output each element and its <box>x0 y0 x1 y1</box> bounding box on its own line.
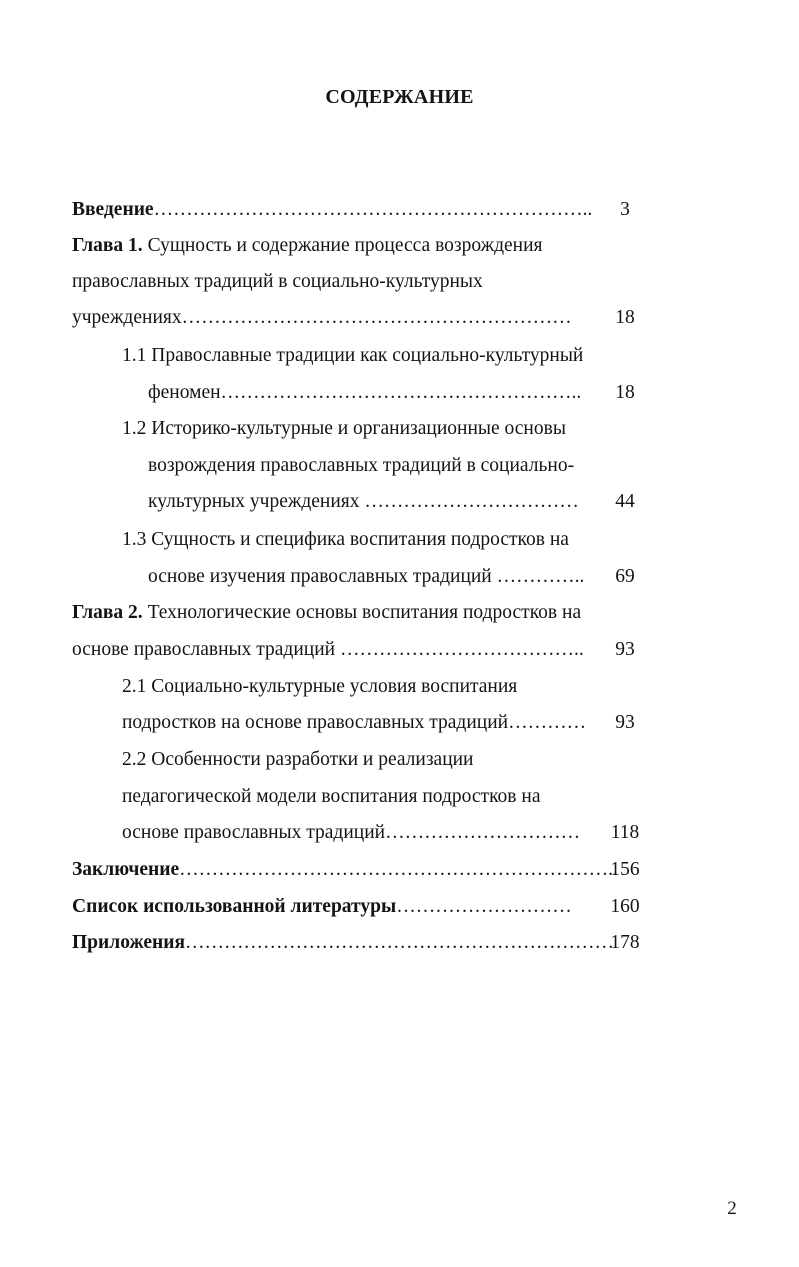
toc-page-chapter2: 93 <box>615 639 635 660</box>
chapter-prefix: Глава 1. <box>72 235 143 256</box>
toc-entry-chapter1-line3: учреждениях…………………………………………………… <box>72 307 572 328</box>
toc-entry-label: Введение <box>72 199 154 220</box>
toc-page-2-1: 93 <box>615 712 635 733</box>
toc-page-1-2: 44 <box>615 491 635 512</box>
toc-entry-chapter2-line2: основе православных традиций ……………………………….. <box>72 639 584 660</box>
toc-entry-2-2-line1: 2.2 Особенности разработки и реализации <box>122 749 474 770</box>
page-title: СОДЕРЖАНИЕ <box>325 86 474 108</box>
toc-entry-chapter1-line1 <box>72 228 543 264</box>
leader-dots: ………………………………………………………… <box>185 932 615 953</box>
toc-entry-intro <box>72 192 592 228</box>
toc-entry-1-2-line1: 1.2 Историко-культурные и организационные основы <box>122 418 566 439</box>
toc-entry-1-3-line1: 1.3 Сущность и специфика воспитания подростков на <box>122 529 569 550</box>
leader-dots: ………………………………………………………….. <box>153 199 593 220</box>
toc-entry-label: Заключение <box>72 859 180 880</box>
table-of-contents <box>0 192 799 972</box>
toc-entry-1-2-line2: возрождения православных традиций в социально- <box>148 455 575 476</box>
toc-entry-label: Приложения <box>72 932 186 953</box>
chapter-title: Технологические основы воспитания подростков на <box>142 602 582 623</box>
toc-entry-2-2-line3: основе православных традиций………………………… <box>122 822 581 843</box>
toc-entry-chapter2-line1 <box>72 595 581 631</box>
toc-page-intro: 3 <box>620 199 630 220</box>
toc-entry-2-1-line2: подростков на основе православных традиций………… <box>122 712 587 733</box>
toc-entry-1-1-line2: феномен……………………………………………….. <box>148 382 582 403</box>
toc-entry-1-2-line3: культурных учреждениях …………………………… <box>148 491 579 512</box>
chapter-prefix: Глава 2. <box>72 602 143 623</box>
toc-entry-2-2-line2: педагогической модели воспитания подростков на <box>122 786 541 807</box>
toc-page-1-1: 18 <box>615 382 635 403</box>
toc-page-conclusion: 156 <box>610 859 640 880</box>
toc-page-references: 160 <box>610 896 640 917</box>
toc-entry-2-1-line1: 2.1 Социально-культурные условия воспитания <box>122 676 518 697</box>
toc-page-2-2: 118 <box>610 822 640 843</box>
leader-dots: ………………………………………………………….. <box>179 859 618 880</box>
toc-entry-chapter1-line2: православных традиций в социально-культурных <box>72 271 483 292</box>
toc-entry-1-1-line1: 1.1 Православные традиции как социально-культурный <box>122 345 584 366</box>
toc-page-chapter1: 18 <box>615 307 635 328</box>
toc-page-1-3: 69 <box>615 566 635 587</box>
toc-page-appendix: 178 <box>610 932 640 953</box>
page-number: 2 <box>727 1198 737 1219</box>
toc-entry-conclusion <box>72 852 618 888</box>
chapter-title: Сущность и содержание процесса возрождения <box>142 235 543 256</box>
leader-dots: ……………………… <box>396 896 572 917</box>
toc-entry-label: Список использованной литературы <box>72 896 397 917</box>
toc-entry-references <box>72 889 572 925</box>
toc-entry-appendix <box>72 925 614 961</box>
toc-entry-1-3-line2: основе изучения православных традиций ………….. <box>148 566 585 587</box>
